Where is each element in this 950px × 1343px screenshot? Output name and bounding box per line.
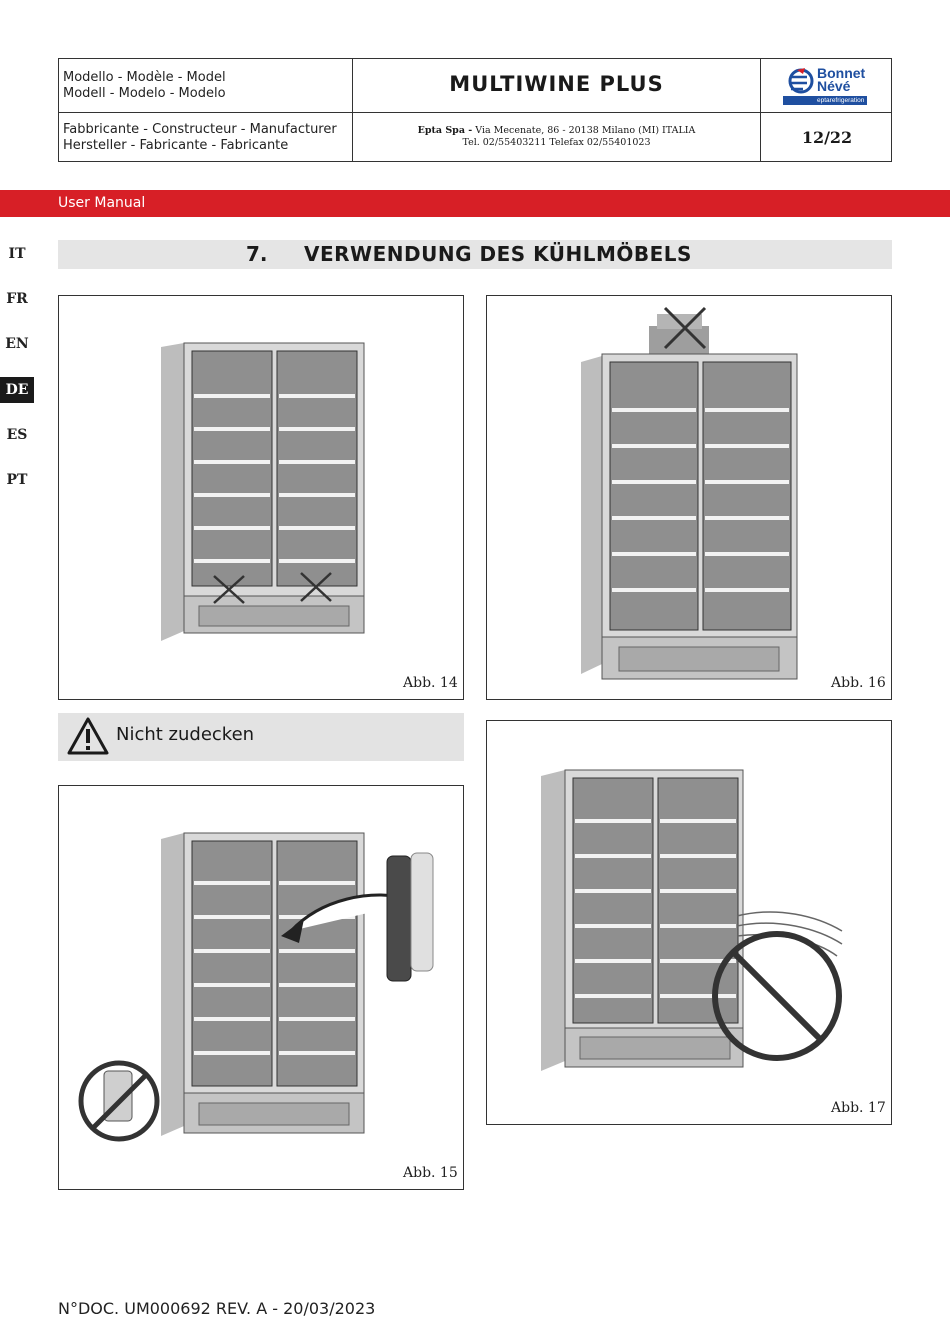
header-table: [58, 58, 892, 162]
section-number: 7.: [246, 242, 268, 266]
lang-tab-es[interactable]: ES: [6, 427, 28, 443]
figure-14: [58, 295, 464, 700]
model-label-line1: Modello - Modèle - Model: [63, 70, 226, 85]
product-name: MULTIWINE PLUS: [449, 72, 664, 96]
manual-banner: [0, 190, 950, 217]
lang-tab-fr[interactable]: FR: [6, 291, 28, 307]
company-name: Epta Spa -: [417, 125, 473, 136]
warning-text: Nicht zudecken: [116, 724, 255, 745]
manufacturer-label-line2: Hersteller - Fabricante - Fabricante: [63, 138, 289, 153]
model-label-line2: Modell - Modelo - Modelo: [63, 86, 226, 101]
cabinet-illustration: [537, 766, 847, 1096]
warning-triangle-icon: [66, 716, 110, 756]
logo-tagline: eptarefrigeration: [817, 97, 865, 104]
lang-tab-pt[interactable]: PT: [6, 472, 28, 488]
document-reference: N°DOC. UM000692 REV. A - 20/03/2023: [58, 1299, 376, 1318]
warning-box: [58, 713, 464, 761]
lang-tab-it[interactable]: IT: [8, 246, 26, 262]
logo-line2: Névé: [817, 78, 851, 94]
manufacturer-label-line1: Fabbricante - Constructeur - Manufacturer: [63, 122, 337, 137]
figure-caption: Abb. 14: [403, 675, 458, 691]
figure-16: [486, 295, 892, 700]
logo-line1: Bonnet: [817, 65, 866, 81]
cabinet-illustration: [577, 304, 807, 684]
figure-caption: Abb. 15: [403, 1165, 458, 1181]
company-address-block: [353, 125, 760, 149]
model-label: [63, 70, 348, 102]
brand-logo: [761, 63, 893, 109]
page-number: 12/22: [801, 128, 853, 147]
company-address: Via Mecenate, 86 - 20138 Milano (MI) ITALIA: [475, 125, 696, 136]
company-phone: Tel. 02/55403211 Telefax 02/55401023: [462, 137, 651, 148]
banner-label: User Manual: [58, 195, 146, 211]
manufacturer-label: [63, 122, 352, 154]
figure-caption: Abb. 17: [831, 1100, 886, 1116]
section-title: VERWENDUNG DES KÜHLMÖBELS: [304, 242, 692, 266]
figure-15: [58, 785, 464, 1190]
cabinet-illustration: [149, 341, 379, 651]
section-heading: [58, 240, 892, 269]
figure-caption: Abb. 16: [831, 675, 886, 691]
lang-tab-de[interactable]: DE: [0, 377, 34, 403]
figure-17: [486, 720, 892, 1125]
cabinet-illustration: [69, 831, 454, 1146]
lang-tab-en[interactable]: EN: [5, 336, 29, 352]
